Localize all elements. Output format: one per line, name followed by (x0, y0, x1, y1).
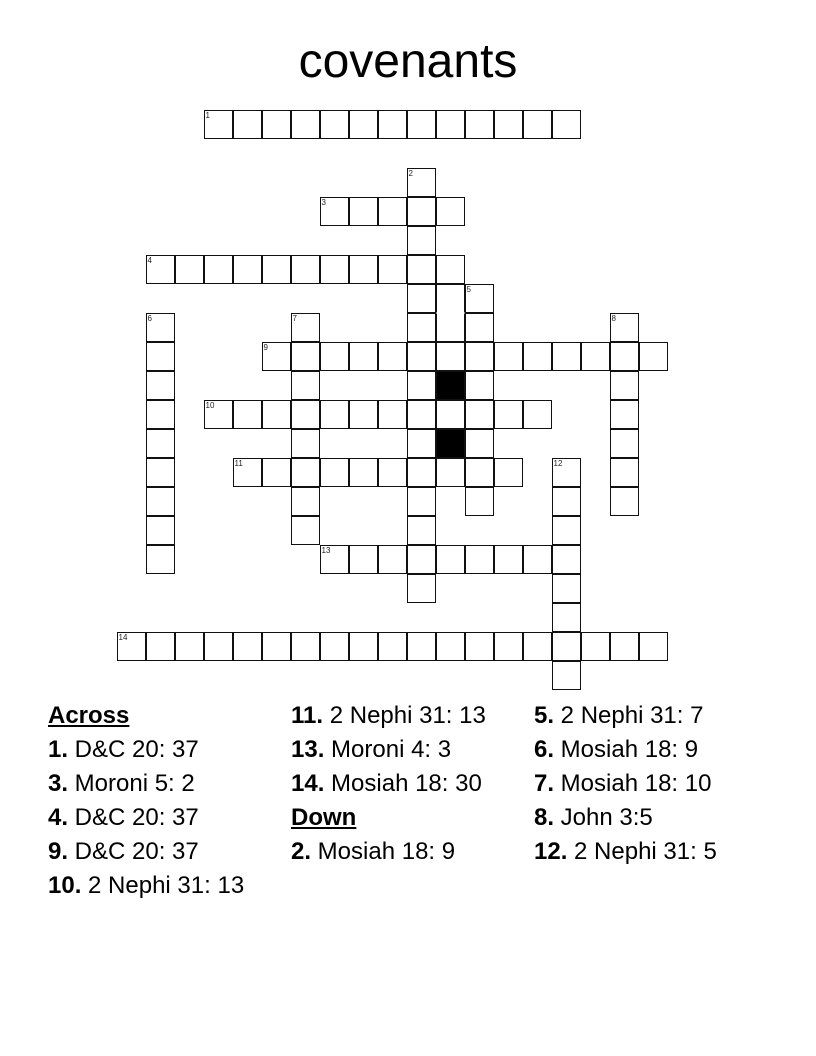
grid-cell[interactable] (610, 313, 639, 342)
grid-cell[interactable] (204, 110, 233, 139)
grid-cell[interactable] (146, 313, 175, 342)
grid-cell[interactable] (349, 458, 378, 487)
grid-cell[interactable] (349, 545, 378, 574)
clue-number: 5 (466, 284, 471, 294)
clue-across-4: 4. D&C 20: 37 (48, 804, 199, 831)
grid-cell[interactable] (523, 632, 552, 661)
down-heading: Down (291, 804, 357, 831)
grid-cell[interactable] (262, 458, 291, 487)
grid-cell[interactable] (349, 255, 378, 284)
grid-cell[interactable] (552, 661, 581, 690)
grid-cell[interactable] (407, 168, 436, 197)
clue-across-1: 1. D&C 20: 37 (48, 736, 199, 763)
grid-cell[interactable] (262, 632, 291, 661)
grid-cell[interactable] (436, 197, 465, 226)
grid-cell[interactable] (378, 342, 407, 371)
grid-cell[interactable] (407, 429, 436, 458)
grid-cell[interactable] (378, 197, 407, 226)
grid-cell[interactable] (407, 284, 436, 313)
clue-number: 3 (321, 197, 326, 207)
grid-cell[interactable] (378, 110, 407, 139)
clue-down-7: 7. Mosiah 18: 10 (534, 770, 712, 797)
grid-cell[interactable] (320, 255, 349, 284)
clue-down-6: 6. Mosiah 18: 9 (534, 736, 699, 763)
grid-cell[interactable] (407, 226, 436, 255)
grid-cell[interactable] (610, 487, 639, 516)
grid-cell[interactable] (117, 632, 146, 661)
grid-cell[interactable] (552, 574, 581, 603)
grid-cell[interactable] (552, 110, 581, 139)
clue-number: 1 (205, 110, 210, 120)
grid-cell[interactable] (262, 110, 291, 139)
grid-cell[interactable] (320, 458, 349, 487)
grid-cell[interactable] (262, 255, 291, 284)
grid-cell[interactable] (262, 400, 291, 429)
grid-cell[interactable] (581, 632, 610, 661)
grid-cell[interactable] (465, 110, 494, 139)
grid-cell[interactable] (146, 255, 175, 284)
grid-cell[interactable] (146, 371, 175, 400)
grid-cell[interactable] (320, 632, 349, 661)
grid-cell[interactable] (552, 603, 581, 632)
grid-cell[interactable] (378, 545, 407, 574)
grid-cell[interactable] (552, 342, 581, 371)
grid-cell[interactable] (378, 458, 407, 487)
grid-cell[interactable] (610, 400, 639, 429)
grid-cell[interactable] (146, 545, 175, 574)
grid-cell[interactable] (494, 400, 523, 429)
black-cell (436, 429, 465, 458)
clue-number: 14 (118, 632, 128, 642)
grid-cell[interactable] (407, 574, 436, 603)
grid-cell[interactable] (320, 197, 349, 226)
grid-cell[interactable] (465, 371, 494, 400)
grid-cell[interactable] (407, 487, 436, 516)
grid-cell[interactable] (291, 458, 320, 487)
grid-cell[interactable] (494, 342, 523, 371)
clue-number: 7 (292, 313, 297, 323)
grid-cell[interactable] (291, 632, 320, 661)
grid-cell[interactable] (407, 342, 436, 371)
grid-cell[interactable] (407, 371, 436, 400)
grid-cell[interactable] (494, 545, 523, 574)
grid-cell[interactable] (523, 400, 552, 429)
crossword-grid (117, 110, 677, 700)
grid-cell[interactable] (465, 429, 494, 458)
grid-cell[interactable] (436, 545, 465, 574)
grid-cell[interactable] (436, 632, 465, 661)
grid-cell[interactable] (639, 632, 668, 661)
grid-cell[interactable] (407, 458, 436, 487)
grid-cell[interactable] (407, 516, 436, 545)
grid-cell[interactable] (552, 545, 581, 574)
grid-cell[interactable] (465, 458, 494, 487)
grid-cell[interactable] (552, 458, 581, 487)
clue-across-11: 11. 2 Nephi 31: 13 (291, 702, 486, 729)
clue-number: 13 (321, 545, 331, 555)
grid-cell[interactable] (233, 632, 262, 661)
grid-cell[interactable] (494, 632, 523, 661)
grid-cell[interactable] (581, 342, 610, 371)
grid-cell[interactable] (146, 429, 175, 458)
grid-cell[interactable] (204, 632, 233, 661)
grid-cell[interactable] (465, 632, 494, 661)
grid-cell[interactable] (291, 487, 320, 516)
grid-cell[interactable] (523, 110, 552, 139)
grid-cell[interactable] (291, 110, 320, 139)
clue-across-13: 13. Moroni 4: 3 (291, 736, 452, 763)
grid-cell[interactable] (436, 458, 465, 487)
grid-cell[interactable] (407, 313, 436, 342)
grid-cell[interactable] (146, 632, 175, 661)
grid-cell[interactable] (407, 197, 436, 226)
grid-cell[interactable] (349, 342, 378, 371)
clue-across-3: 3. Moroni 5: 2 (48, 770, 195, 797)
grid-cell[interactable] (465, 487, 494, 516)
clue-down-2: 2. Mosiah 18: 9 (291, 838, 456, 865)
grid-cell[interactable] (465, 545, 494, 574)
grid-cell[interactable] (291, 400, 320, 429)
grid-cell[interactable] (291, 255, 320, 284)
grid-cell[interactable] (494, 458, 523, 487)
grid-cell[interactable] (146, 342, 175, 371)
clue-column-2 (291, 702, 501, 872)
grid-cell[interactable] (610, 632, 639, 661)
grid-cell[interactable] (523, 545, 552, 574)
grid-cell[interactable] (233, 400, 262, 429)
clue-number: 10 (205, 400, 215, 410)
across-heading: Across (48, 702, 130, 729)
grid-cell[interactable] (146, 487, 175, 516)
grid-cell[interactable] (378, 255, 407, 284)
grid-cell[interactable] (291, 429, 320, 458)
grid-cell[interactable] (175, 632, 204, 661)
clue-across-10: 10. 2 Nephi 31: 13 (48, 872, 245, 899)
grid-cell[interactable] (610, 429, 639, 458)
grid-cell[interactable] (291, 313, 320, 342)
grid-cell[interactable] (349, 632, 378, 661)
grid-cell[interactable] (146, 400, 175, 429)
grid-cell[interactable] (523, 342, 552, 371)
grid-cell[interactable] (552, 516, 581, 545)
black-cell (436, 371, 465, 400)
grid-cell[interactable] (465, 313, 494, 342)
grid-cell[interactable] (436, 400, 465, 429)
grid-cell[interactable] (465, 400, 494, 429)
grid-cell[interactable] (552, 632, 581, 661)
grid-cell[interactable] (378, 400, 407, 429)
grid-cell[interactable] (436, 255, 465, 284)
clue-column-3 (534, 702, 744, 872)
grid-cell[interactable] (610, 371, 639, 400)
grid-cell[interactable] (233, 110, 262, 139)
grid-cell[interactable] (291, 342, 320, 371)
grid-cell[interactable] (349, 197, 378, 226)
clue-number: 4 (147, 255, 152, 265)
puzzle-title: covenants (298, 35, 518, 88)
grid-cell[interactable] (291, 516, 320, 545)
grid-cell[interactable] (610, 342, 639, 371)
clue-number: 9 (263, 342, 268, 352)
clue-across-9: 9. D&C 20: 37 (48, 838, 199, 865)
grid-cell[interactable] (378, 632, 407, 661)
clue-number: 12 (553, 458, 563, 468)
clue-number: 8 (611, 313, 616, 323)
clue-number: 2 (408, 168, 413, 178)
clue-column-1 (48, 702, 278, 906)
clue-number: 11 (234, 458, 243, 468)
grid-cell[interactable] (320, 400, 349, 429)
grid-cell[interactable] (175, 255, 204, 284)
grid-cell[interactable] (407, 110, 436, 139)
clue-down-5: 5. 2 Nephi 31: 7 (534, 702, 704, 729)
grid-cell[interactable] (320, 110, 349, 139)
grid-cell[interactable] (262, 342, 291, 371)
grid-cell[interactable] (407, 632, 436, 661)
clue-down-8: 8. John 3:5 (534, 804, 653, 831)
grid-cell[interactable] (146, 458, 175, 487)
clue-across-14: 14. Mosiah 18: 30 (291, 770, 482, 797)
grid-cell[interactable] (349, 400, 378, 429)
grid-cell[interactable] (320, 545, 349, 574)
grid-cell[interactable] (233, 255, 262, 284)
clue-number: 6 (147, 313, 152, 323)
grid-cell[interactable] (233, 458, 262, 487)
grid-cell[interactable] (465, 342, 494, 371)
grid-cell[interactable] (494, 110, 523, 139)
grid-cell[interactable] (436, 342, 465, 371)
grid-cell[interactable] (146, 516, 175, 545)
grid-cell[interactable] (465, 284, 494, 313)
grid-cell[interactable] (436, 284, 465, 313)
grid-cell[interactable] (552, 487, 581, 516)
grid-cell[interactable] (291, 371, 320, 400)
grid-cell[interactable] (407, 400, 436, 429)
grid-cell[interactable] (436, 110, 465, 139)
grid-cell[interactable] (204, 255, 233, 284)
grid-cell[interactable] (639, 342, 668, 371)
grid-cell[interactable] (610, 458, 639, 487)
grid-cell[interactable] (436, 313, 465, 342)
grid-cell[interactable] (349, 110, 378, 139)
clue-down-12: 12. 2 Nephi 31: 5 (534, 838, 717, 865)
grid-cell[interactable] (407, 545, 436, 574)
grid-cell[interactable] (407, 255, 436, 284)
grid-cell[interactable] (320, 342, 349, 371)
grid-cell[interactable] (204, 400, 233, 429)
